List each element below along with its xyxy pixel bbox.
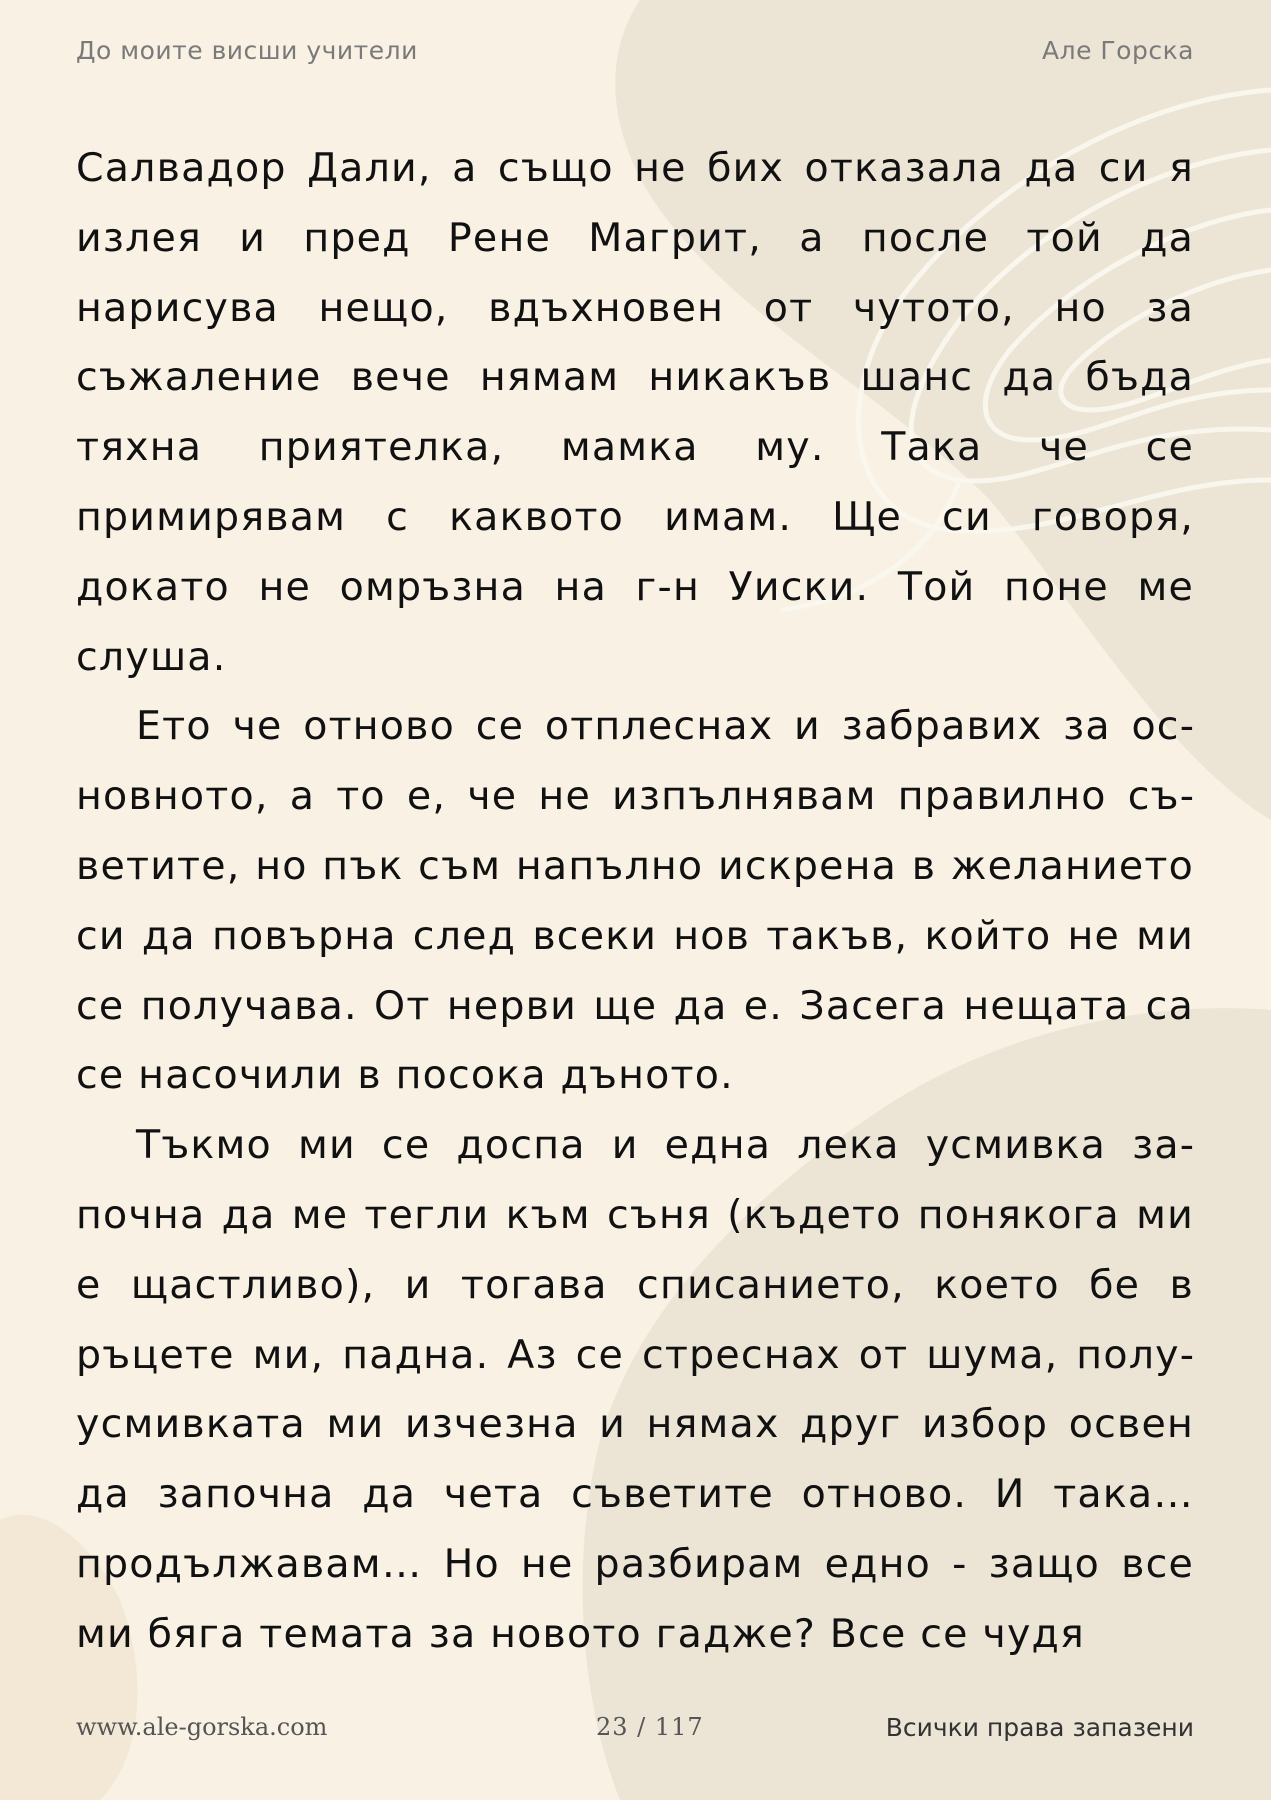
paragraph-1: Салвадор Дали, а също не бих отказала да си я излея и пред Рене Магрит, а после той да нарисува нещо, вдъхновен от чутото, но за съжаление вече нямам никакъв шанс да бъда тяхна приятелка, мамка му. Така че се примирявам с каквото имам. Ще си говоря, докато не омръзна на г-н Уиски. Той поне ме слуша.	[76, 145, 1194, 680]
paragraph-2: Ето че отново се отплеснах и забравих за основното, а то е, че не изпълнявам правилно съветите, но пък съм напълно искрена в желанието си да повърна след всеки нов такъв, който не ми се получава. От нерви ще да е. Засега нещата са се насочили в посока дъното.	[76, 703, 1194, 1099]
page-number: 23 / 117	[596, 1713, 704, 1741]
page-footer	[76, 1713, 1194, 1745]
copyright-notice: Всички права запазени	[885, 1713, 1194, 1742]
page-header	[76, 36, 1194, 65]
page-body	[76, 134, 1194, 1670]
website-link[interactable]: www.ale-gorska.com	[76, 1713, 328, 1741]
paragraph-3: Тъкмо ми се доспа и една лека усмивка започна да ме тегли към съня (където понякога ми е щастливо), и тогава списанието, което бе в ръцете ми, падна. Аз се стреснах от шума, полуусмивката ми изчезна и нямах друг избор освен да започна да чета съветите отново. И така… продължавам… Но не разбирам едно - защо все ми бяга темата за новото гадже? Все се чудя	[76, 1122, 1194, 1657]
book-title: До моите висши учители	[76, 36, 418, 65]
author-name: Але Горска	[1042, 36, 1194, 65]
